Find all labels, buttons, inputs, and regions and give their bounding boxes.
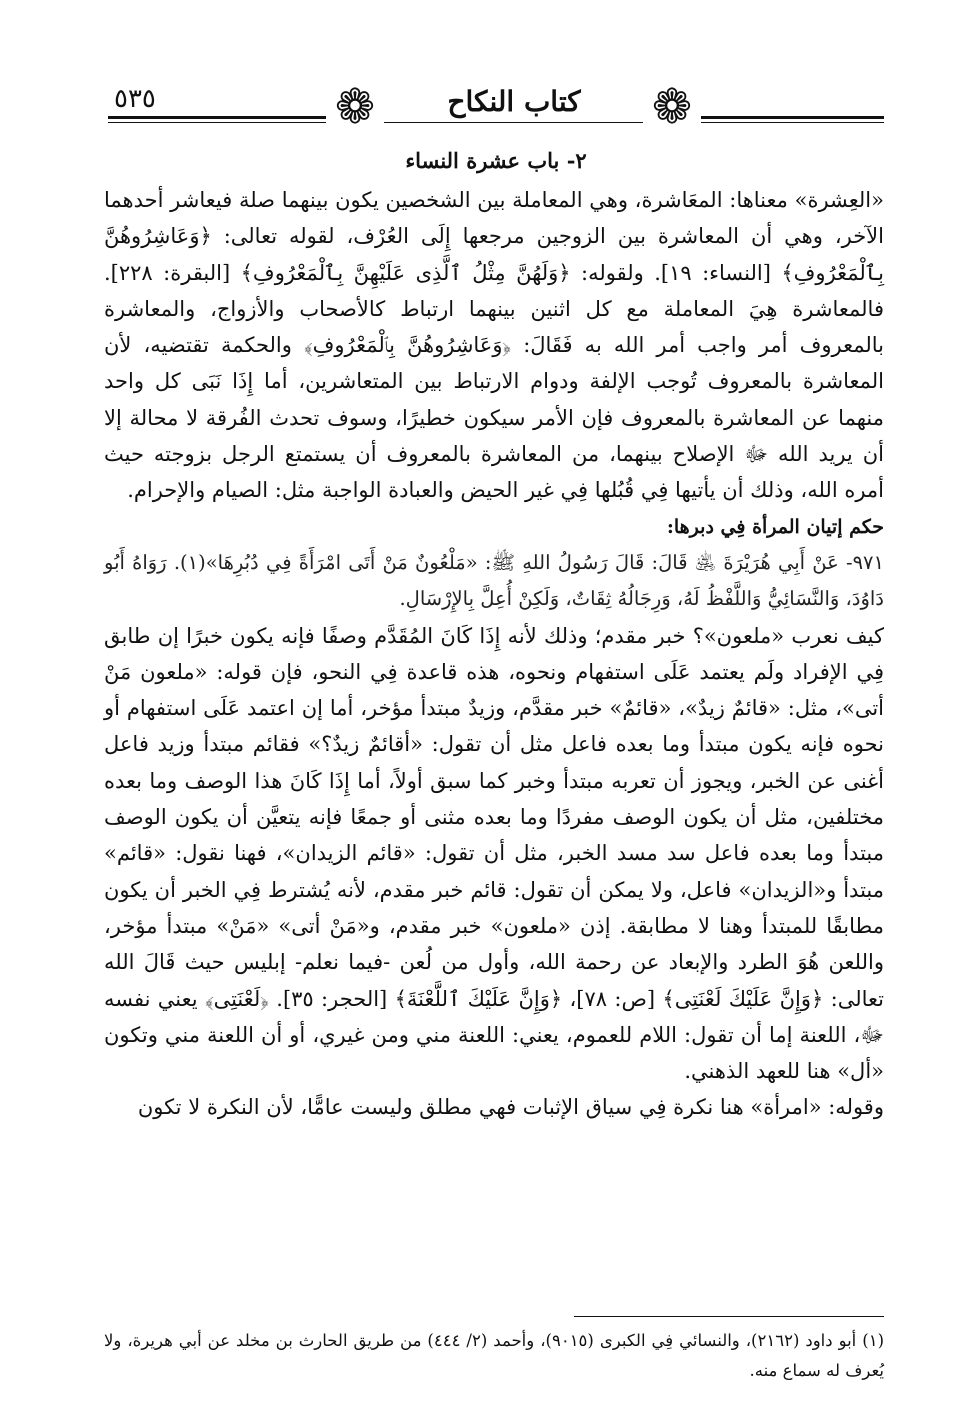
book-title: كتاب النكاح [384, 82, 644, 122]
main-text [104, 182, 884, 1126]
section-subheading: حكم إتيان المرأة فِي دبرها: [666, 515, 884, 538]
header-rule-thin [108, 122, 884, 123]
footnote-divider [574, 1316, 884, 1317]
commentary-paragraph: وقوله: «امرأة» هنا نكرة فِي سياق الإثبات فهي مطلق وليست عامًّا، لأن النكرة لا تكون [137, 1095, 884, 1120]
footnotes [104, 1326, 884, 1386]
intro-paragraph: «العِشرة» معناها: المعَاشرة، وهي المعاملة بين الشخصين يكون بينهما صلة فيعاشر أحدهما الآخر، وهي أن المعاشرة بين الزوجين مرجعها إِلَى العُرْف، لقوله تعالى: ﴿وَعَاشِرُوهُنَّ بِٱلْمَعْرُوفِ﴾ [النساء: ١٩]. ولقوله: ﴿وَلَهُنَّ مِثْلُ ٱلَّذِى عَلَيْهِنَّ بِٱلْمَعْرُوفِ﴾ [البقرة: ٢٢٨]. فالمعاشرة هِيَ المعاملة مع كل اثنين بينهما ارتباط كالأصحاب والأزواج، والمعاشرة بالمعروف أمر واجب أمر الله به فَقَالَ: ﴿وَعَاشِرُوهُنَّ بِٱلْمَعْرُوفِ﴾ والحكمة تقتضيه، لأن المعاشرة بالمعروف تُوجب الإلفة ودوام الارتباط بين المتعاشرين، أما إِذَا نَبَى كل واحد منهما عن المعاشرة بالمعروف فإن الأمر سيكون خطيرًا، وسوف تحدث الفُرقة لا محالة إلا أن يريد الله ﷻ الإصلاح بينهما، من المعاشرة بالمعروف أن يستمتع الرجل بزوجته حيث أمره الله، وذلك أن يأتيها فِي قُبُلها فِي غير الحيض والعبادة الواجبة مثل: الصيام والإحرام. [104, 188, 884, 503]
page-header [108, 78, 884, 136]
footnote: (١) أبو داود (٢١٦٢)، والنسائي فِي الكبرى (٩٠١٥)، وأحمد (٢/ ٤٤٤) من طريق الحارث بن مخلد عن أبي هريرة، ولا يُعرف له سماع منه. [104, 1331, 884, 1380]
page-number: ٥٣٥ [114, 84, 156, 114]
ornament-left-icon: ❁ [326, 78, 384, 136]
commentary-paragraph: كيف نعرب «ملعون»؟ خبر مقدم؛ وذلك لأنه إِذَا كَانَ المُقَدَّم وصفًا فإنه يكون خبرًا إن طابق فِي الإفراد ولَم يعتمد عَلَى استفهام ونحوه، هذه قاعدة فِي النحو، فإن قوله: «ملعون مَنْ أتى»، مثل: «قائمٌ زيدٌ»، «قائمٌ» خبر مقدَّم، وزيدٌ مبتدأ مؤخر، أما إن اعتمد عَلَى استفهام أو نحوه فإنه يكون مبتدأ وما بعده فاعل مثل أن تقول: «أقائمٌ زيدٌ؟» فقائم مبتدأ وزيد فاعل أغنى عن الخبر، ويجوز أن تعربه مبتدأ وخبر كما سبق أولاً، أما إِذَا كَانَ هذا الوصف وما بعده مختلفين، مثل أن يكون الوصف مفردًا وما بعده مثنى أو جمعًا فإنه يتعيَّن أن يكون الوصف مبتدأ وما بعده فاعل سد مسد الخبر، مثل أن تقول: «قائم الزيدان»، فهنا نقول: «قائم» مبتدأ و«الزيدان» فاعل، ولا يمكن أن تقول: قائم خبر مقدم، لأنه يُشترط فِي الخبر أن يكون مطابقًا للمبتدأ وهنا لا مطابقة. إذن «ملعون» خبر مقدم، و«مَنْ أتى» «مَنْ» مبتدأ مؤخر، واللعن هُوَ الطرد والإبعاد عن رحمة الله، وأول من لُعن -فيما نعلم- إبليس حيث قَالَ الله تعالى: ﴿وَإِنَّ عَلَيْكَ لَعْنَتِى﴾ [ص: ٧٨]، ﴿وَإِنَّ عَلَيْكَ ٱللَّعْنَةَ﴾ [الحجر: ٣٥]. ﴿لَعْنَتِى﴾ يعني نفسه ﷻ، اللعنة إما أن تقول: اللام للعموم، يعني: اللعنة مني ومن غيري، أو أن اللعنة مني وتكون «أل» هنا للعهد الذهني. [104, 623, 885, 1084]
ornament-right-icon: ❁ [643, 78, 701, 136]
hadith-text: ٩٧١- عَنْ أَبِي هُرَيْرَةَ ﵁ قَالَ: قَالَ رَسُولُ اللهِ ﷺ: «مَلْعُونٌ مَنْ أَتَى امْرَأَةً فِي دُبُرِهَا»(١). رَوَاهُ أَبُو دَاوُدَ، وَالنَّسَائِيُّ وَاللَّفْظُ لَهُ، وَرِجَالُهُ ثِقَاتٌ، وَلَكِنْ أُعِلَّ بِالإِرْسَالِ. [104, 550, 884, 611]
chapter-title: ٢- باب عشرة النساء [405, 148, 587, 173]
